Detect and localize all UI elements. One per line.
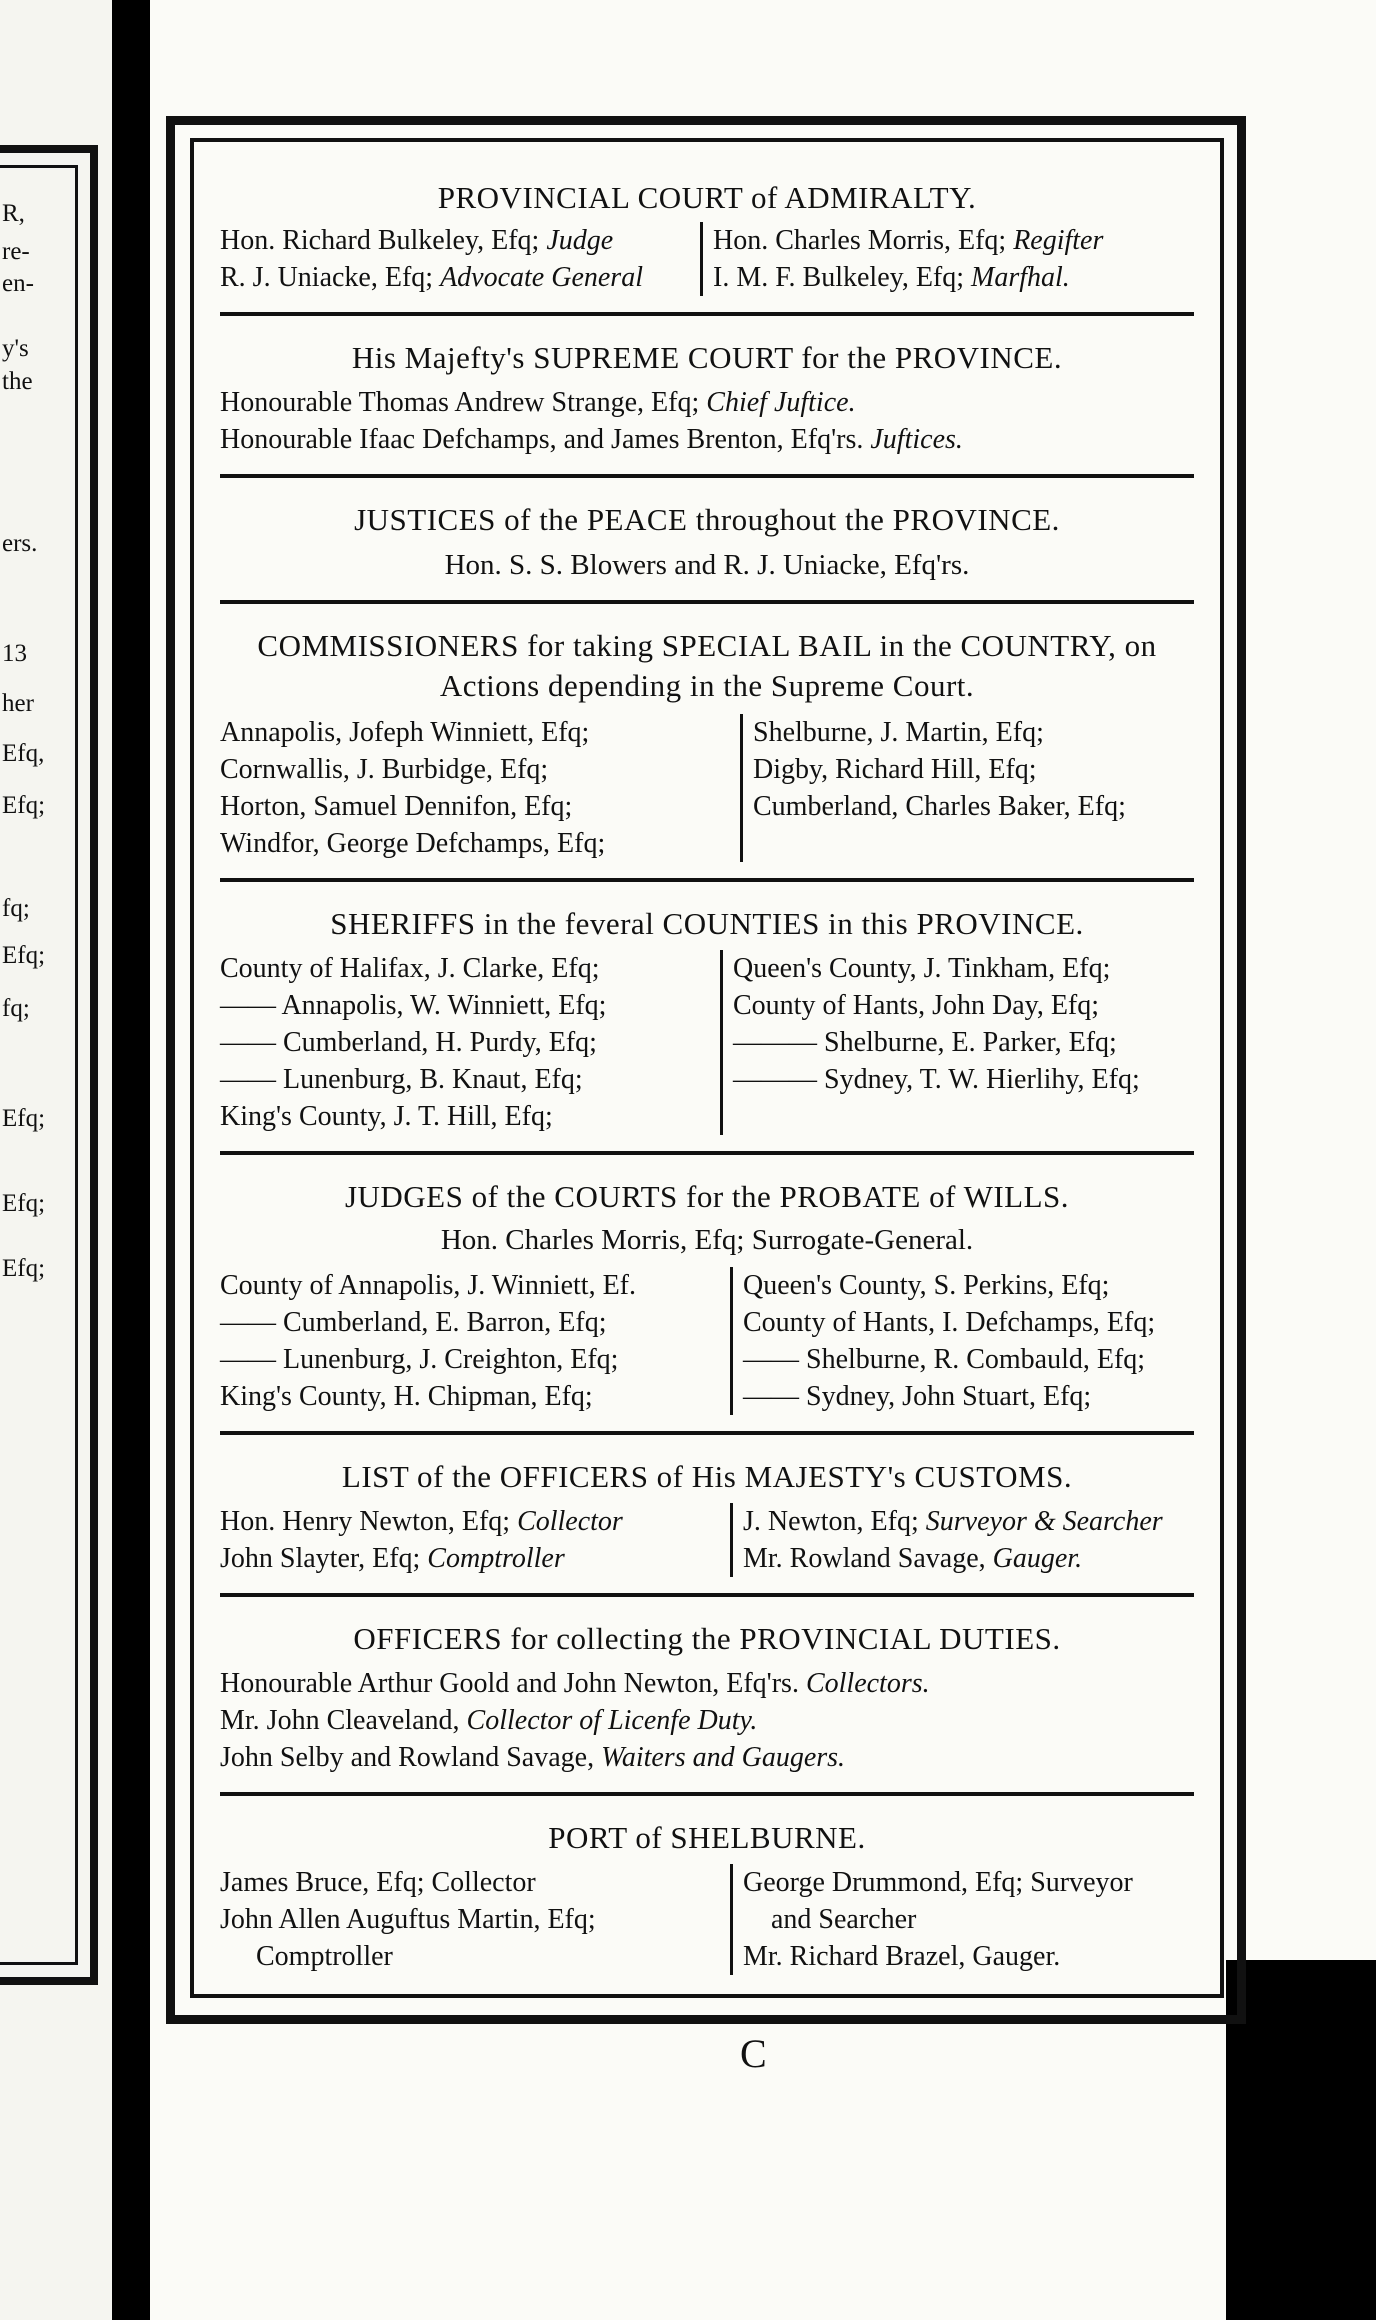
section-title: JUSTICES of the PEACE throughout the PROVINCE. [354, 502, 1060, 537]
entry-text: Honourable Thomas Andrew Strange, Efq; [220, 387, 700, 418]
section-port-of-shelburne [220, 1818, 1194, 1975]
section-divider [220, 1431, 1194, 1435]
officer-role: Collector of Licenfe Duty. [466, 1705, 758, 1736]
officer-entry: Mr. Richard Brazel, Gauger. [743, 1941, 1061, 1972]
officer-entry: Comptroller [256, 1941, 393, 1972]
entry-text: John Selby and Rowland Savage, [220, 1742, 595, 1773]
commissioner-entry: Windfor, George Defchamps, Efq; [220, 828, 606, 859]
entry-text: Honourable Arthur Goold and John Newton, Efq'rs. [220, 1668, 799, 1699]
officer-role: Regifter [1013, 225, 1104, 256]
left-fragment: ers. [2, 530, 38, 557]
officer-role: Juftices. [870, 424, 963, 455]
left-fragment: 13 [2, 640, 27, 667]
left-fragment: her [2, 690, 34, 717]
left-fragment: the [2, 368, 33, 395]
officer-name: Hon. Henry Newton, Efq; [220, 1506, 511, 1537]
section-title: LIST of the OFFICERS of His MAJESTY's CUSTOMS. [341, 1459, 1073, 1494]
torn-corner [1226, 1960, 1376, 2320]
commissioner-entry: Shelburne, J. Martin, Efq; [753, 717, 1044, 748]
section-probate [220, 1177, 1194, 1415]
officer-name: John Slayter, Efq; [220, 1543, 421, 1574]
section-divider [220, 600, 1194, 604]
officer-name: Hon. Richard Bulkeley, Efq; [220, 225, 540, 256]
section-admiralty [220, 178, 1194, 296]
judge-entry: —— Sydney, John Stuart, Efq; [743, 1381, 1092, 1412]
judge-entry: King's County, H. Chipman, Efq; [220, 1381, 593, 1412]
sheriff-entry: —— Lunenburg, B. Knaut, Efq; [220, 1064, 583, 1095]
officer-name: Mr. Rowland Savage, [743, 1543, 986, 1574]
officer-entry: John Allen Auguftus Martin, Efq; [220, 1904, 596, 1935]
section-sheriffs [220, 904, 1194, 1135]
left-fragment: re- [2, 238, 30, 265]
section-divider [220, 312, 1194, 316]
left-fragment: Efq, [2, 740, 45, 767]
officer-name: J. Newton, Efq; [743, 1506, 919, 1537]
sheriff-entry: County of Halifax, J. Clarke, Efq; [220, 953, 600, 984]
officer-role: Surveyor & Searcher [925, 1506, 1163, 1537]
section-title: COMMISSIONERS for taking SPECIAL BAIL in the COUNTRY, on [257, 628, 1157, 663]
left-fragment: Efq; [2, 942, 46, 969]
section-subtitle: Hon. Charles Morris, Efq; Surrogate-General. [440, 1224, 974, 1256]
listing-frame [190, 138, 1224, 1998]
commissioner-entry: Cornwallis, J. Burbidge, Efq; [220, 754, 549, 785]
section-subtitle: Actions depending in the Supreme Court. [439, 668, 975, 703]
left-fragment: fq; [2, 895, 30, 922]
officer-name: R. J. Uniacke, Efq; [220, 262, 434, 293]
sheriff-entry: ——— Shelburne, E. Parker, Efq; [733, 1027, 1117, 1058]
section-provincial-duties [220, 1619, 1194, 1776]
officer-role: Waiters and Gaugers. [601, 1742, 846, 1773]
judge-entry: —— Lunenburg, J. Creighton, Efq; [220, 1344, 619, 1375]
officer-role: Chief Juftice. [706, 387, 856, 418]
officer-entry: George Drummond, Efq; Surveyor [743, 1867, 1133, 1898]
page-signature: C [740, 2031, 767, 2076]
section-title: JUDGES of the COURTS for the PROBATE of WILLS. [344, 1179, 1070, 1214]
left-fragment: Efq; [2, 792, 46, 819]
sheriff-entry: King's County, J. T. Hill, Efq; [220, 1101, 553, 1132]
section-customs [220, 1457, 1194, 1577]
section-divider [220, 474, 1194, 478]
judge-entry: —— Cumberland, E. Barron, Efq; [220, 1307, 607, 1338]
left-fragment: en- [2, 270, 34, 297]
judge-entry: —— Shelburne, R. Combauld, Efq; [743, 1344, 1146, 1375]
section-supreme-court [220, 338, 1194, 458]
section-title: PORT of SHELBURNE. [548, 1820, 866, 1855]
section-title: SHERIFFS in the feveral COUNTIES in this PROVINCE. [330, 906, 1084, 941]
commissioner-entry: Annapolis, Jofeph Winniett, Efq; [220, 717, 590, 748]
left-fragment: Efq; [2, 1190, 46, 1217]
officer-role: Collector [517, 1506, 623, 1537]
sheriff-entry: Queen's County, J. Tinkham, Efq; [733, 953, 1111, 984]
officer-name: Hon. Charles Morris, Efq; [713, 225, 1007, 256]
commissioner-entry: Digby, Richard Hill, Efq; [753, 754, 1037, 785]
entry-text: Honourable Ifaac Defchamps, and James Brenton, Efq'rs. [220, 424, 864, 455]
section-justices [220, 500, 1194, 584]
left-fragment: R, [2, 200, 25, 227]
officer-name: I. M. F. Bulkeley, Efq; [713, 262, 965, 293]
left-fragment: Efq; [2, 1255, 46, 1282]
section-divider [220, 1593, 1194, 1597]
officer-entry: and Searcher [771, 1904, 917, 1935]
officer-role: Collectors. [805, 1668, 930, 1699]
left-fragment: y's [2, 335, 29, 362]
left-page-fragment [0, 0, 112, 2320]
entry-text: Mr. John Cleaveland, [220, 1705, 460, 1736]
officer-role: Judge [546, 225, 614, 256]
section-divider [220, 1151, 1194, 1155]
section-divider [220, 878, 1194, 882]
officer-entry: James Bruce, Efq; Collector [220, 1867, 536, 1898]
sheriff-entry: —— Cumberland, H. Purdy, Efq; [220, 1027, 597, 1058]
left-page-inner-border [0, 165, 78, 1965]
section-title: PROVINCIAL COURT of ADMIRALTY. [437, 180, 977, 215]
judge-entry: Queen's County, S. Perkins, Efq; [743, 1270, 1110, 1301]
sheriff-entry: ——— Sydney, T. W. Hierlihy, Efq; [733, 1064, 1140, 1095]
officer-role: Marfhal. [971, 262, 1070, 293]
left-fragment: Efq; [2, 1105, 46, 1132]
sheriff-entry: —— Annapolis, W. Winniett, Efq; [220, 990, 607, 1021]
section-special-bail [220, 626, 1194, 862]
left-fragment: fq; [2, 995, 30, 1022]
sheriff-entry: County of Hants, John Day, Efq; [733, 990, 1100, 1021]
judge-entry: County of Hants, I. Defchamps, Efq; [743, 1307, 1156, 1338]
commissioner-entry: Cumberland, Charles Baker, Efq; [753, 791, 1126, 822]
section-divider [220, 1792, 1194, 1796]
officer-role: Advocate General [440, 262, 643, 293]
entry-text: Hon. S. S. Blowers and R. J. Uniacke, Efq'rs. [444, 549, 970, 581]
section-title: His Majefty's SUPREME COURT for the PROVINCE. [351, 340, 1063, 375]
commissioner-entry: Horton, Samuel Dennifon, Efq; [220, 791, 573, 822]
officer-role: Gauger. [992, 1543, 1083, 1574]
judge-entry: County of Annapolis, J. Winniett, Ef. [220, 1270, 637, 1301]
officer-role: Comptroller [427, 1543, 565, 1574]
section-title: OFFICERS for collecting the PROVINCIAL DUTIES. [353, 1621, 1061, 1656]
